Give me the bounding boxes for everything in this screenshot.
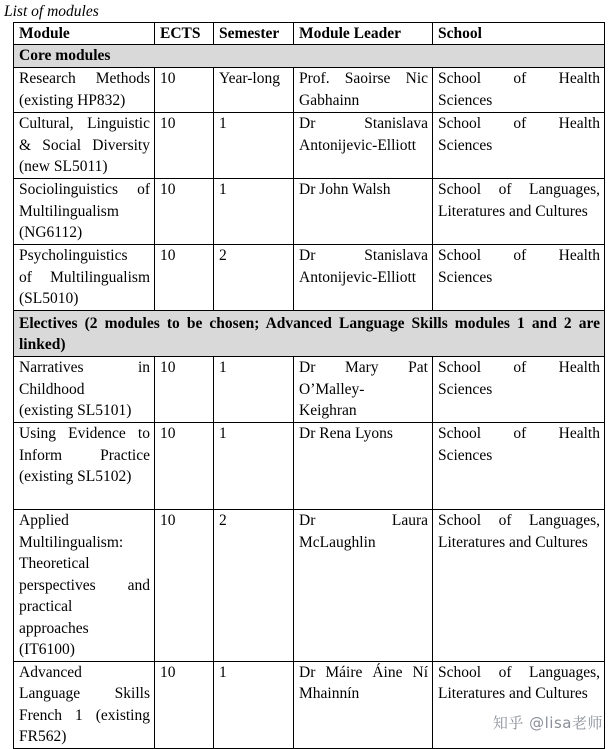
cell-line: & Social Diversity xyxy=(19,136,150,154)
semester-cell: 1 xyxy=(214,113,294,179)
table-caption: List of modules xyxy=(4,3,99,20)
module-leader-cell xyxy=(294,423,433,510)
cell-line: Childhood xyxy=(19,380,85,398)
col-header-semester: Semester xyxy=(214,23,294,45)
cell-line: Language Skills xyxy=(19,685,150,702)
school-cell xyxy=(433,68,605,113)
module-cell xyxy=(14,179,155,245)
col-header-module: Module xyxy=(14,23,155,45)
table-row xyxy=(14,113,605,179)
cell-line: Dr Mary Pat xyxy=(299,359,428,376)
cell-line: Theoretical xyxy=(19,555,90,572)
cell-line: (existing HP832) xyxy=(19,91,126,109)
cell-line: O’Malley- xyxy=(299,380,365,398)
cell-line: Gabhainn xyxy=(299,91,360,109)
cell-line: Dr John Walsh xyxy=(299,181,391,198)
school-cell xyxy=(433,357,605,423)
ects-cell: 10 xyxy=(155,423,214,510)
module-leader-cell xyxy=(294,179,433,245)
cell-line: School of Health xyxy=(438,425,600,442)
cell-line: Sociolinguistics of xyxy=(19,181,150,198)
cell-line: Dr Stanislava xyxy=(299,115,428,132)
module-cell xyxy=(14,245,155,311)
section-title-core: Core modules xyxy=(14,45,605,68)
cell-line: School of Health xyxy=(438,247,600,264)
cell-line: Antonijevic-Elliott xyxy=(299,268,417,286)
cell-line: Dr Máire Áine Ní xyxy=(299,663,428,681)
cell-line: Sciences xyxy=(438,380,493,398)
col-header-school: School xyxy=(433,23,605,45)
cell-line: Applied xyxy=(19,512,69,529)
cell-line: Literatures and Cultures xyxy=(438,202,588,220)
section-row-core xyxy=(14,45,605,68)
cell-line: Psycholinguistics xyxy=(19,247,128,264)
section-title-electives: Electives (2 modules to be chosen; Advanced Language Skills modules 1 and 2 are linked) xyxy=(14,311,605,357)
cell-line: (SL5010) xyxy=(19,290,79,307)
module-cell xyxy=(14,113,155,179)
cell-line: approaches xyxy=(19,619,89,637)
cell-line: Cultural, Linguistic xyxy=(19,115,150,132)
cell-line: Narratives in xyxy=(19,359,150,376)
school-cell xyxy=(433,510,605,662)
cell-line: (existing SL5101) xyxy=(19,402,132,419)
cell-line: of Multilingualism xyxy=(19,268,150,286)
cell-line: (IT6100) xyxy=(19,641,75,658)
cell-line: (existing SL5102) xyxy=(19,468,132,485)
module-leader-cell xyxy=(294,245,433,311)
module-leader-cell xyxy=(294,113,433,179)
table-row xyxy=(14,510,605,662)
cell-line: perspectives and xyxy=(19,576,150,594)
ects-cell: 10 xyxy=(155,661,214,748)
cell-line: Using Evidence to xyxy=(19,425,150,442)
module-cell xyxy=(14,661,155,748)
cell-line: School of Health xyxy=(438,70,600,87)
ects-cell: 10 xyxy=(155,245,214,311)
module-leader-cell xyxy=(294,357,433,423)
module-cell xyxy=(14,423,155,510)
school-cell xyxy=(433,179,605,245)
cell-line: Multilingualism xyxy=(19,202,119,220)
ects-cell: 10 xyxy=(155,113,214,179)
school-cell xyxy=(433,661,605,748)
school-cell xyxy=(433,423,605,510)
cell-line: Prof. Saoirse Nic xyxy=(299,70,428,87)
semester-cell: 1 xyxy=(214,357,294,423)
module-leader-cell xyxy=(294,68,433,113)
cell-line: Research Methods xyxy=(19,70,150,87)
cell-line: Sciences xyxy=(438,446,493,464)
module-leader-cell xyxy=(294,661,433,748)
table-row xyxy=(14,357,605,423)
table-row xyxy=(14,245,605,311)
module-cell xyxy=(14,510,155,662)
col-header-ects: ECTS xyxy=(155,23,214,45)
cell-line: Antonijevic-Elliott xyxy=(299,136,417,154)
cell-line: Dr Stanislava xyxy=(299,247,428,264)
cell-line: (new SL5011) xyxy=(19,158,108,175)
section-row-electives xyxy=(14,311,605,357)
table-row xyxy=(14,68,605,113)
semester-cell: 1 xyxy=(214,423,294,510)
cell-line: Sciences xyxy=(438,268,493,286)
table-row xyxy=(14,423,605,510)
module-cell xyxy=(14,68,155,113)
table-row xyxy=(14,661,605,748)
cell-line: Inform Practice xyxy=(19,446,150,464)
cell-line: Keighran xyxy=(299,402,357,419)
cell-line: Literatures and Cultures xyxy=(438,685,588,702)
semester-cell: 2 xyxy=(214,245,294,311)
ects-cell: 10 xyxy=(155,68,214,113)
cell-line: School of Languages, xyxy=(438,512,600,529)
cell-line: Sciences xyxy=(438,91,493,109)
module-cell xyxy=(14,357,155,423)
cell-line: School of Languages, xyxy=(438,663,600,681)
semester-cell: Year-long xyxy=(214,68,294,113)
cell-line: Advanced xyxy=(19,663,82,681)
modules-table xyxy=(13,22,605,749)
school-cell xyxy=(433,113,605,179)
cell-line: Sciences xyxy=(438,136,493,154)
col-header-module-leader: Module Leader xyxy=(294,23,433,45)
cell-line: Mhainnín xyxy=(299,685,360,702)
school-cell xyxy=(433,245,605,311)
table-row xyxy=(14,179,605,245)
semester-cell: 1 xyxy=(214,661,294,748)
module-leader-cell xyxy=(294,510,433,662)
ects-cell: 10 xyxy=(155,357,214,423)
cell-line: (NG6112) xyxy=(19,224,83,241)
ects-cell: 10 xyxy=(155,510,214,662)
cell-line: Dr Rena Lyons xyxy=(299,425,393,442)
cell-line: Literatures and Cultures xyxy=(438,533,588,551)
header-row xyxy=(14,23,605,45)
cell-line: French 1 (existing xyxy=(19,706,150,724)
cell-line: School of Health xyxy=(438,359,600,376)
cell-line: FR562) xyxy=(19,728,67,745)
cell-line: practical xyxy=(19,598,73,615)
cell-line: School of Languages, xyxy=(438,181,600,198)
semester-cell: 1 xyxy=(214,179,294,245)
cell-line: McLaughlin xyxy=(299,533,376,551)
cell-line: Multilingualism: xyxy=(19,533,124,551)
semester-cell: 2 xyxy=(214,510,294,662)
ects-cell: 10 xyxy=(155,179,214,245)
cell-line: School of Health xyxy=(438,115,600,132)
watermark: 知乎 @lisa老师 xyxy=(492,713,603,732)
cell-line: Dr Laura xyxy=(299,512,428,529)
